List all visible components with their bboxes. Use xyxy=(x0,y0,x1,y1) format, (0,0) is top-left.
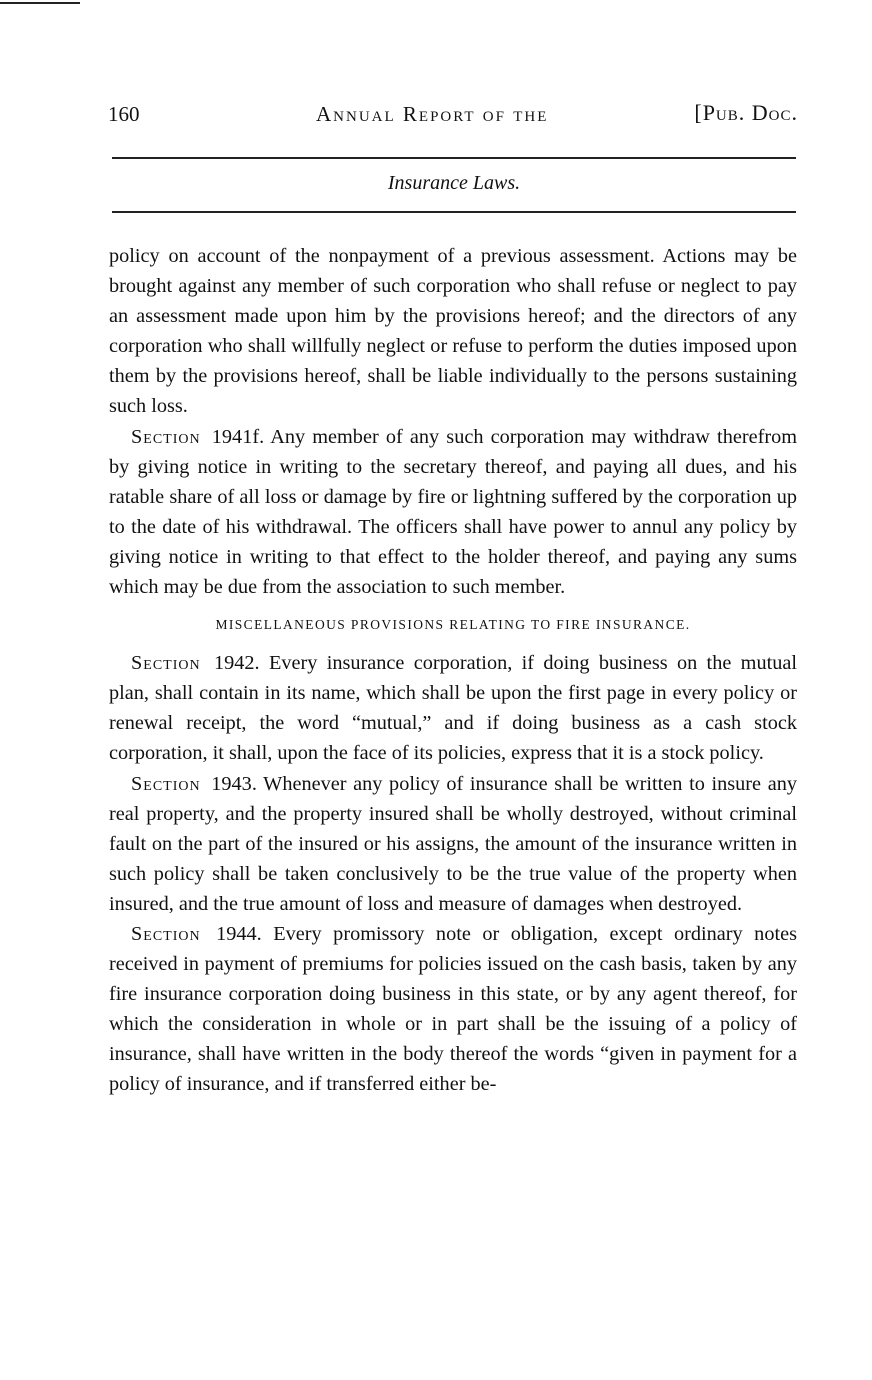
paragraph-continued: policy on account of the nonpayment of a previous assessment. Actions may be brought against any member of such corporation who shall refuse or neglect to pay an assessment made upon him by the provisions hereof; and the directors of any corporation who shall willfully neglect or refuse to perform the duties imposed upon them by the provisions hereof, shall be liable individually to the persons sustaining such loss. xyxy=(109,245,797,418)
section-label: Section xyxy=(131,772,201,795)
header-rule-bottom xyxy=(112,211,796,213)
corner-mark xyxy=(0,2,80,4)
section-number: 1941f. xyxy=(211,425,265,448)
running-head xyxy=(108,98,798,132)
header-rule-top xyxy=(112,157,796,159)
paragraph-section-1942 xyxy=(109,648,797,768)
section-text: Whenever any policy of insurance shall be written to insure any real property, and the property insured shall be wholly destroyed, without criminal fault on the part of the insured or his assigns, the amount of the insurance written in such policy shall be taken conclusively to be the true value of the property when insured, and the true amount of loss and measure of damages when destroyed. xyxy=(109,772,797,915)
section-number: 1943. xyxy=(211,772,257,795)
paragraph-section-1943 xyxy=(109,769,797,919)
section-title: Insurance Laws. xyxy=(387,172,521,194)
section-text: Any member of any such corporation may withdraw therefrom by giving notice in writing to the secretary thereof, and paying all dues, and his ratable share of all loss or damage by fire or lightning suffered by the corporation up to the date of his withdrawal. The officers shall have power to annul any policy by giving notice in writing to that effect to the holder thereof, and paying any sums which may be due from the association to such member. xyxy=(109,425,798,599)
section-number: 1942. xyxy=(213,652,260,675)
body-text xyxy=(109,241,797,1100)
subheading: MISCELLANEOUS PROVISIONS RELATING TO FIRE INSURANCE. xyxy=(215,617,691,633)
report-title: Annual Report of the xyxy=(316,102,549,126)
paragraph-section-1941f xyxy=(109,422,797,603)
page-number: 160 xyxy=(108,102,140,126)
doc-reference: [Pub. Doc. xyxy=(694,100,798,125)
section-text: Every promissory note or obligation, except ordinary notes received in payment of premiums for policies issued on the cash basis, taken by any fire insurance corporation doing business in this state, or by any agent thereof, for which the consideration in whole or in part shall be the issuing of a policy of insurance, shall have written in the body thereof the words “given in payment for a policy of insurance, and if transferred either be- xyxy=(109,922,797,1096)
paragraph-section-1944 xyxy=(109,919,797,1100)
section-label: Section xyxy=(131,922,201,945)
section-label: Section xyxy=(131,425,201,448)
section-text: Every insurance corporation, if doing business on the mutual plan, shall contain in its name, which shall be upon the first page in every policy or renewal receipt, the word “mutual,” and if doing business as a cash stock corporation, it shall, upon the face of its policies, express that it is a stock policy. xyxy=(109,652,797,765)
section-number: 1944. xyxy=(216,922,262,945)
section-label: Section xyxy=(131,652,201,675)
